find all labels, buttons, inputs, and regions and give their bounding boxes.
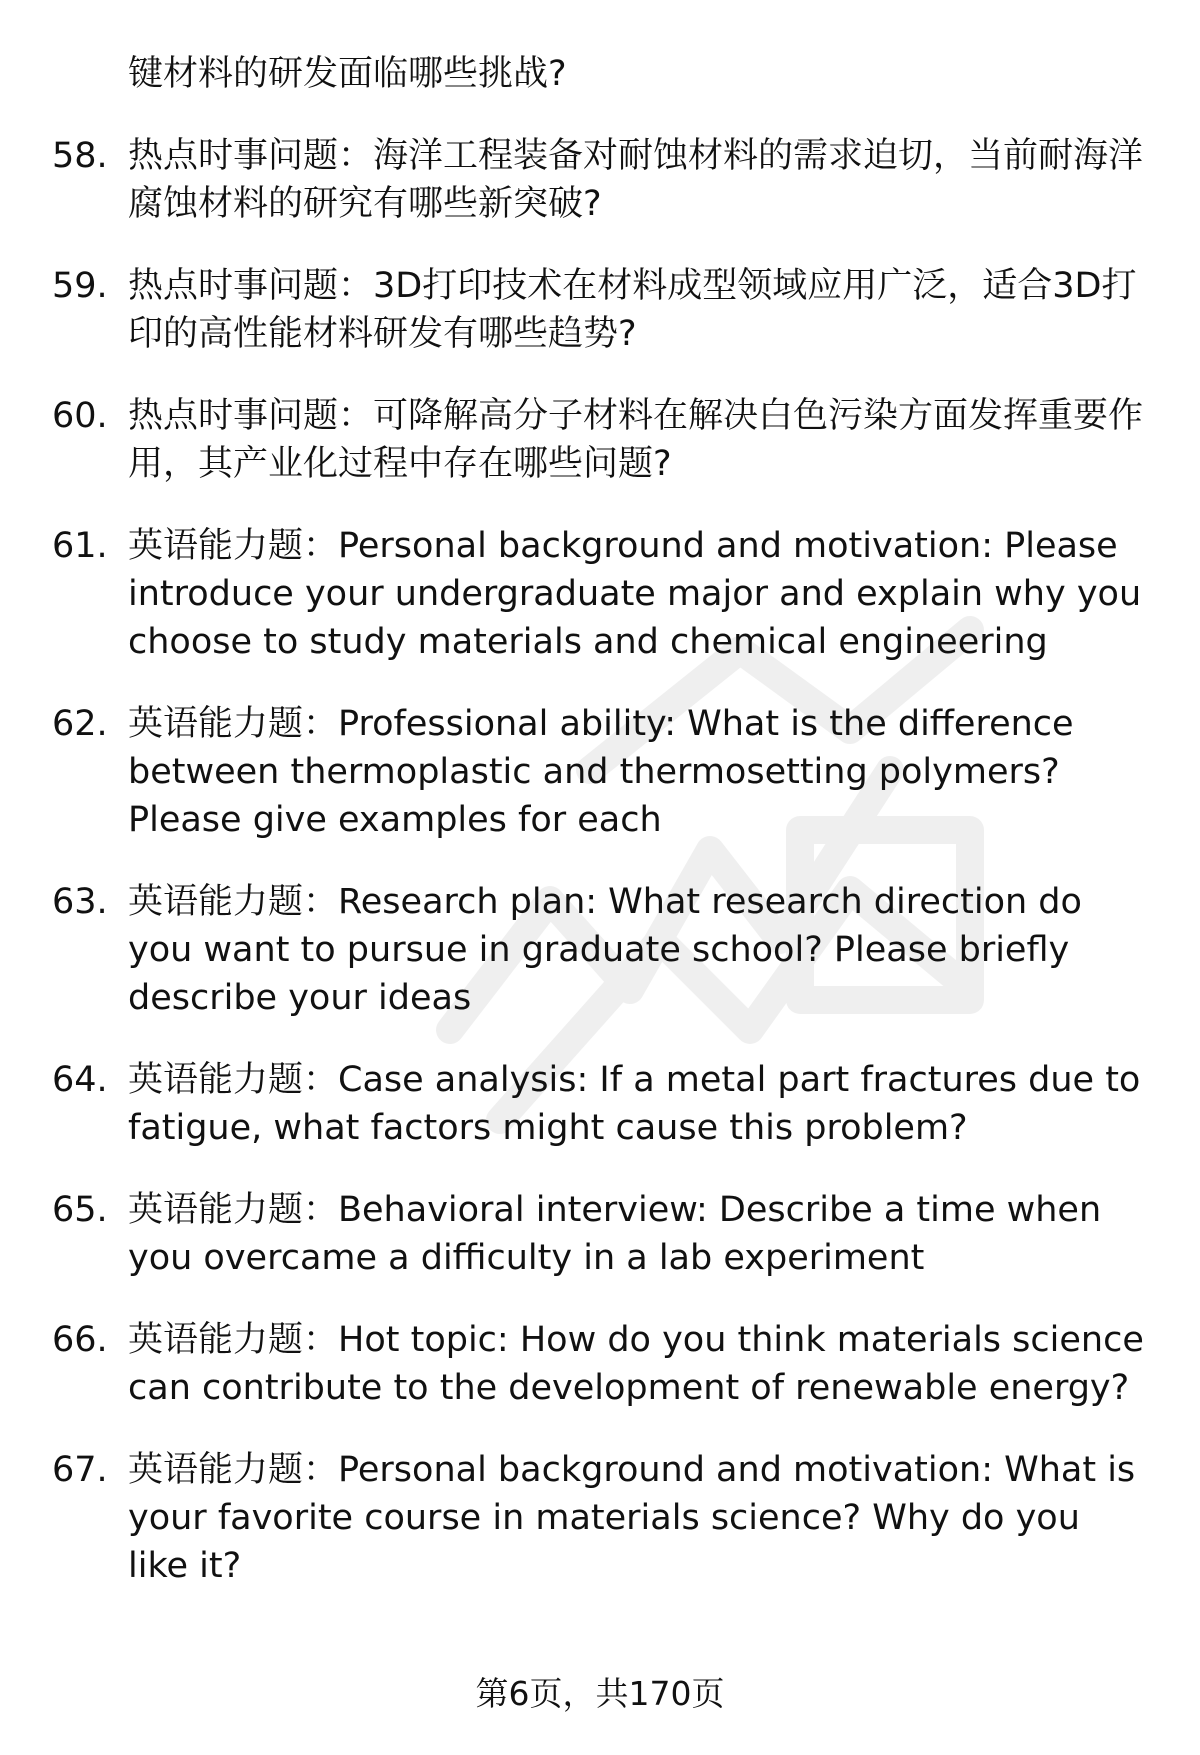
question-list [0,132,1200,1590]
question-text-block [128,392,1148,488]
question-text-block [128,262,1148,358]
question-item [0,700,1200,844]
question-number: 66. [52,1320,108,1360]
question-item [0,1446,1200,1590]
page-footer: 第6页，共170页 [475,1674,725,1713]
question-text-block [128,1056,1148,1152]
question-number: 59. [52,266,108,306]
question-item [0,132,1200,228]
question-text: 3D打印技术在材料成型领域应用广泛，适合3D打印的高性能材料研发有哪些趋势? [128,266,1137,354]
question-number: 60. [52,396,108,436]
question-text-block [128,1316,1148,1412]
question-item [0,1056,1200,1152]
question-number: 61. [52,526,108,566]
question-text: Behavioral interview: Describe a time when you overcame a difficulty in a lab experiment [128,1190,1102,1278]
question-text-block [128,522,1148,666]
question-category: 热点时事问题： [128,266,374,306]
question-text: Research plan: What research direction do you want to pursue in graduate school? Please briefly describe your ideas [128,882,1082,1018]
question-text: 海洋工程装备对耐蚀材料的需求迫切，当前耐海洋腐蚀材料的研究有哪些新突破? [128,136,1144,224]
question-item [0,522,1200,666]
question-number: 58. [52,136,108,176]
continuation-text: 键材料的研发面临哪些挑战? [128,54,567,94]
question-text: 可降解高分子材料在解决白色污染方面发挥重要作用，其产业化过程中存在哪些问题? [128,396,1144,484]
question-text-block [128,1186,1148,1282]
question-number: 63. [52,882,108,922]
question-number: 62. [52,704,108,744]
question-text-block [128,1446,1148,1590]
question-item [0,1316,1200,1412]
question-text: Hot topic: How do you think materials science can contribute to the development of renewable energy? [128,1320,1144,1408]
question-category: 英语能力题： [128,704,339,744]
question-number: 67. [52,1450,108,1490]
question-text: Personal background and motivation: Please introduce your undergraduate major and explain why you choose to study materials and chemical engineering [128,526,1142,662]
question-item [0,1186,1200,1282]
question-category: 英语能力题： [128,1320,339,1360]
question-item [0,392,1200,488]
question-category: 热点时事问题： [128,136,374,176]
question-item [0,878,1200,1022]
question-number: 65. [52,1190,108,1230]
question-text-block [128,878,1148,1022]
question-category: 英语能力题： [128,526,339,566]
question-text: Professional ability: What is the difference between thermoplastic and thermosetting polymers? Please give examples for each [128,704,1074,840]
question-text-block [128,700,1148,844]
question-category: 热点时事问题： [128,396,374,436]
question-category: 英语能力题： [128,1190,339,1230]
question-text-block [128,132,1148,228]
question-category: 英语能力题： [128,882,339,922]
question-text: Case analysis: If a metal part fractures due to fatigue, what factors might cause this problem? [128,1060,1141,1148]
question-category: 英语能力题： [128,1450,339,1490]
question-number: 64. [52,1060,108,1100]
question-category: 英语能力题： [128,1060,339,1100]
question-content [0,50,1200,1624]
question-item [0,262,1200,358]
question-text: Personal background and motivation: What is your favorite course in materials science? Why do you like it? [128,1450,1136,1586]
